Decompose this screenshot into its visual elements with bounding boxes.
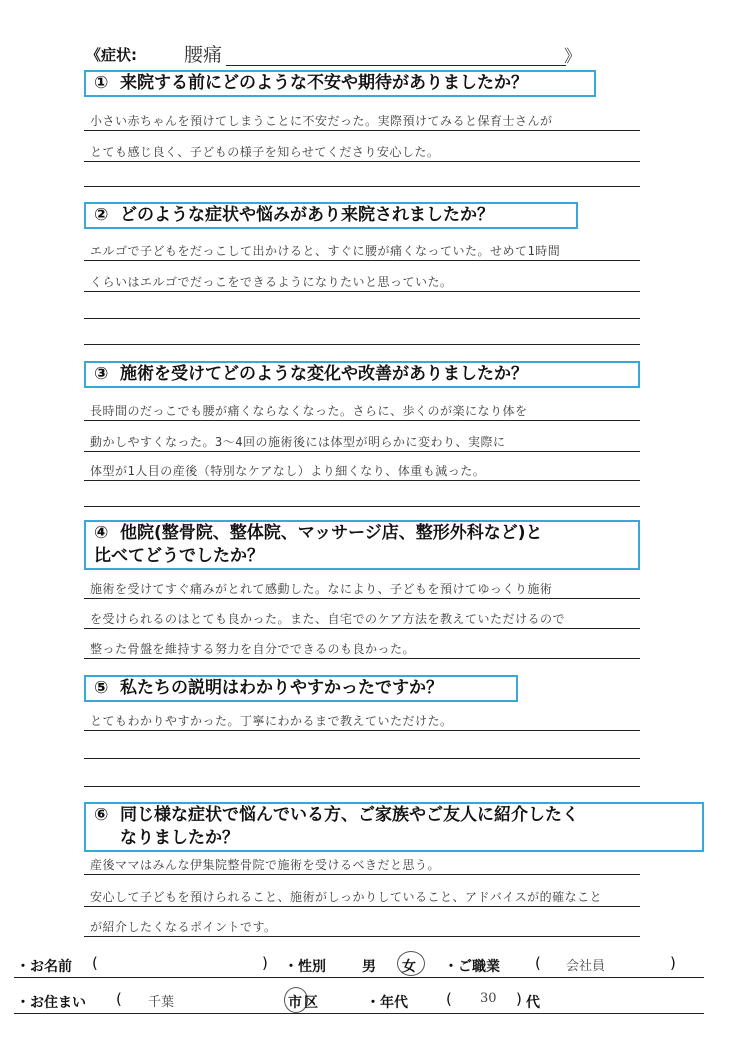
question-6-number: ⑥: [94, 805, 109, 825]
question-1-number: ①: [94, 73, 109, 93]
address-value: 千葉: [148, 995, 175, 1010]
question-6-text-line-1: 同じ様な症状で悩んでいる方、ご家族やご友人に紹介したく: [120, 805, 579, 825]
question-2-box: [84, 202, 578, 229]
answer-4-line-3: 整った骨盤を維持する努力を自分でできるのも良かった。: [90, 642, 416, 656]
answer-rule: [84, 598, 640, 599]
answer-rule: [84, 786, 640, 787]
footer-rule: [14, 1013, 704, 1014]
answer-3-line-3: 体型が1人目の産後（特別なケアなし）より細くなり、体重も減った。: [90, 464, 486, 478]
age-suffix: 代: [526, 995, 540, 1011]
footer-rule: [14, 977, 704, 978]
answer-1-line-1: 小さい赤ちゃんを預けてしまうことに不安だった。実際預けてみると保育士さんが: [90, 114, 553, 128]
answer-2-line-1: エルゴで子どもをだっこして出かけると、すぐに腰が痛くなっていた。せめて1時間: [90, 244, 561, 258]
answer-rule: [84, 161, 640, 162]
answer-1-line-2: とても感じ良く、子どもの様子を知らせてくださり安心した。: [90, 145, 440, 159]
answer-6-line-3: が紹介したくなるポイントです。: [90, 920, 277, 934]
symptom-value: 腰痛: [184, 44, 223, 66]
question-2-text: どのような症状や悩みがあり来院されましたか？: [120, 205, 494, 225]
gender-female: 女: [402, 959, 416, 975]
question-6-text-line-2: なりましたか？: [120, 828, 239, 848]
question-2-number: ②: [94, 205, 109, 225]
address-open-paren: (: [116, 990, 122, 1008]
answer-rule: [84, 451, 640, 452]
answer-rule: [84, 186, 640, 187]
job-value: 会社員: [566, 959, 606, 974]
answer-rule: [84, 318, 640, 319]
answer-rule: [84, 260, 640, 261]
symptom-row: [86, 40, 586, 68]
answer-3-line-1: 長時間のだっこでも腰が痛くならなくなった。さらに、歩くのが楽になり体を: [90, 404, 528, 418]
job-close-paren: ): [670, 954, 676, 972]
answer-rule: [84, 628, 640, 629]
question-4-text-line-2: 比べてどうでしたか？: [94, 546, 264, 566]
gender-label: ・性別: [284, 959, 326, 975]
age-close-paren: ): [516, 990, 522, 1008]
answer-6-line-2: 安心して子どもを預けられること、施術がしっかりしていること、アドバイスが的確なこと: [90, 890, 603, 904]
symptom-close-bracket: 》: [564, 47, 581, 67]
age-label: ・年代: [366, 995, 408, 1011]
address-label: ・お住まい: [16, 995, 86, 1011]
question-3-number: ③: [94, 364, 109, 384]
name-close-paren: ): [262, 954, 268, 972]
answer-4-line-1: 施術を受けてすぐ痛みがとれて感動した。なにより、子どもを預けてゆっくり施術: [90, 582, 553, 596]
question-5-box: [84, 675, 518, 702]
answer-rule: [84, 906, 640, 907]
symptom-underline: [226, 65, 566, 66]
question-4-box: [84, 520, 640, 570]
answer-rule: [84, 874, 640, 875]
answer-2-line-2: くらいはエルゴでだっこをできるようになりたいと思っていた。: [90, 275, 453, 289]
answer-rule: [84, 130, 640, 131]
answer-rule: [84, 344, 640, 345]
question-3-text: 施術を受けてどのような変化や改善がありましたか？: [120, 364, 528, 384]
answer-rule: [84, 291, 640, 292]
question-1-text: 来院する前にどのような不安や期待がありましたか？: [120, 73, 528, 93]
question-6-box: [84, 802, 704, 852]
answer-rule: [84, 730, 640, 731]
answer-4-line-2: を受けられるのはとても良かった。また、自宅でのケア方法を教えていただけるので: [90, 612, 566, 626]
answer-5-line-1: とてもわかりやすかった。丁寧にわかるまで教えていただけた。: [90, 714, 453, 728]
question-5-number: ⑤: [94, 678, 109, 698]
answer-rule: [84, 480, 640, 481]
question-5-text: 私たちの説明はわかりやすかったですか？: [120, 678, 443, 698]
symptom-label: 《症状:: [86, 46, 137, 64]
answer-3-line-2: 動かしやすくなった。3〜4回の施術後には体型が明らかに変わり、実際に: [90, 435, 506, 449]
name-open-paren: (: [92, 954, 98, 972]
age-value: 30: [480, 991, 497, 1006]
answer-6-line-1: 産後ママはみんな伊集院整骨院で施術を受けるべきだと思う。: [90, 858, 441, 872]
question-1-box: [84, 70, 596, 97]
question-4-text-line-1: 他院(整骨院、整体院、マッサージ店、整形外科など)と: [120, 523, 543, 543]
answer-rule: [84, 936, 640, 937]
gender-male: 男: [362, 959, 376, 975]
job-open-paren: (: [535, 954, 541, 972]
answer-rule: [84, 506, 640, 507]
question-3-box: [84, 361, 640, 388]
ward-option: 区: [304, 995, 318, 1011]
city-option: 市: [288, 995, 302, 1011]
question-4-number: ④: [94, 523, 109, 543]
answer-rule: [84, 420, 640, 421]
age-open-paren: (: [446, 990, 452, 1008]
answer-rule: [84, 758, 640, 759]
job-label: ・ご職業: [444, 959, 500, 975]
name-label: ・お名前: [16, 959, 72, 975]
answer-rule: [84, 658, 640, 659]
